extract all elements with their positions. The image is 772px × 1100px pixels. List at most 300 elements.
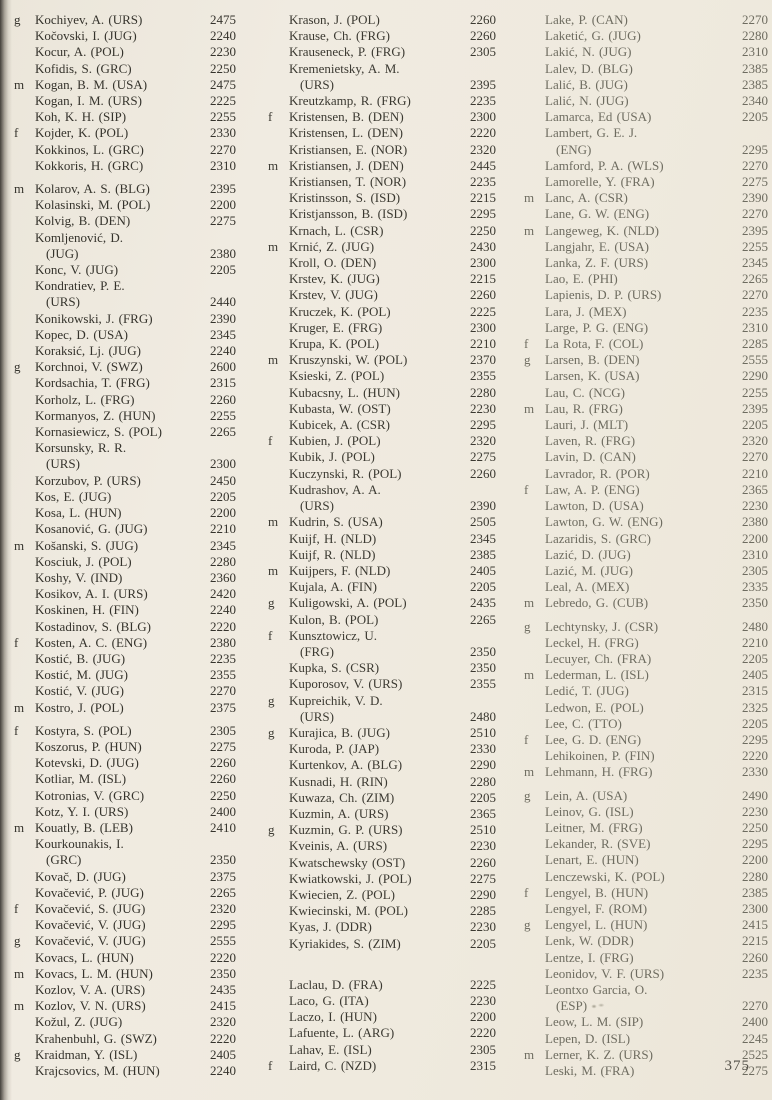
player-name: Kristjansson, B. (ISD) — [289, 206, 408, 222]
rating-value: 2475 — [210, 76, 236, 92]
player-name: Kubicek, A. (CSR) — [289, 417, 390, 433]
list-item — [524, 304, 768, 320]
player-name: Lafuente, L. (ARG) — [289, 1025, 395, 1041]
rating-value: 2225 — [470, 976, 496, 992]
list-item — [14, 375, 236, 391]
list-item — [14, 392, 236, 408]
player-name: Kudrin, S. (USA) — [289, 514, 383, 530]
player-name: Kveinis, A. (URS) — [289, 838, 388, 854]
list-item — [524, 336, 768, 352]
list-item — [268, 547, 496, 563]
list-item — [268, 693, 496, 709]
list-item — [524, 352, 768, 368]
list-item — [524, 417, 768, 433]
rating-value: 2260 — [470, 287, 496, 303]
player-name: Kostadinov, S. (BLG) — [35, 618, 151, 634]
rating-value: 2600 — [210, 359, 236, 375]
rating-value: 2430 — [470, 238, 496, 254]
list-item — [268, 109, 496, 125]
rating-value: 2335 — [742, 579, 768, 595]
player-name: Lamorelle, Y. (FRA) — [545, 174, 655, 190]
title-prefix: f — [524, 731, 529, 747]
player-name: Kristiansen, T. (NOR) — [289, 174, 407, 190]
rating-value: 2260 — [470, 12, 496, 27]
rating-value: 2230 — [210, 44, 236, 60]
rating-value: 2405 — [210, 1046, 236, 1062]
rating-value: 2205 — [742, 417, 768, 433]
player-name: Lambert, G. E. J. — [545, 125, 638, 141]
list-item — [268, 1042, 496, 1058]
rating-value: 2260 — [470, 465, 496, 481]
player-name: Kubasta, W. (OST) — [289, 400, 391, 416]
player-name: (URS) — [46, 456, 80, 472]
player-name: Kubik, J. (POL) — [289, 449, 375, 465]
rating-value: 2250 — [210, 787, 236, 803]
rating-value: 2260 — [742, 949, 768, 965]
list-item — [14, 982, 236, 998]
list-item — [524, 950, 768, 966]
rating-value: 2215 — [742, 933, 768, 949]
rating-value: 2295 — [742, 731, 768, 747]
rating-value: 2255 — [210, 407, 236, 423]
rating-value: 2275 — [470, 449, 496, 465]
list-item — [268, 903, 496, 919]
list-item — [14, 852, 236, 868]
rating-value: 2320 — [742, 433, 768, 449]
rating-value: 2350 — [210, 852, 236, 868]
list-item — [524, 401, 768, 417]
rating-value: 2300 — [470, 255, 496, 271]
list-item — [14, 505, 236, 521]
list-item — [14, 820, 236, 836]
rating-value: 2210 — [470, 336, 496, 352]
list-item — [268, 271, 496, 287]
player-name: Laven, R. (FRG) — [545, 433, 636, 449]
rating-value: 2280 — [470, 384, 496, 400]
player-name: Kormanyos, Z. (HUN) — [35, 407, 156, 423]
list-item — [14, 158, 236, 174]
list-item — [268, 77, 496, 93]
list-item — [14, 262, 236, 278]
player-name: Lara, J. (MEX) — [545, 303, 627, 319]
rating-value: 2270 — [742, 998, 768, 1014]
list-item — [14, 950, 236, 966]
player-name: Kožul, Z. (JUG) — [35, 1014, 123, 1030]
rating-value: 2210 — [210, 521, 236, 537]
player-name: Kupka, S. (CSR) — [289, 660, 380, 676]
title-prefix: g — [14, 1046, 21, 1062]
list-item — [268, 531, 496, 547]
player-name: Kuwaza, Ch. (ZIM) — [289, 789, 395, 805]
list-item — [524, 514, 768, 530]
player-name: Kopec, D. (USA) — [35, 326, 128, 342]
rating-value: 2380 — [210, 634, 236, 650]
rating-value: 2220 — [210, 949, 236, 965]
player-name: Kulon, B. (POL) — [289, 611, 379, 627]
list-item — [268, 498, 496, 514]
rating-value: 2250 — [470, 222, 496, 238]
rating-value: 2270 — [742, 157, 768, 173]
title-prefix: m — [14, 699, 25, 715]
player-name: Lenart, E. (HUN) — [545, 852, 639, 868]
rating-value: 2260 — [470, 28, 496, 44]
rating-value: 2200 — [742, 852, 768, 868]
rating-value: 2240 — [210, 28, 236, 44]
player-name: Laco, G. (ITA) — [289, 992, 369, 1008]
list-item — [524, 44, 768, 60]
player-name: Lecuyer, Ch. (FRA) — [545, 650, 652, 666]
title-prefix: m — [268, 514, 279, 530]
title-prefix: f — [268, 433, 273, 449]
rating-value: 2200 — [470, 1009, 496, 1025]
player-name: Kotz, Y. I. (URS) — [35, 803, 129, 819]
player-name: (ESP) — [556, 998, 588, 1014]
rating-value: 2310 — [210, 157, 236, 173]
list-item — [14, 359, 236, 375]
rating-value: 2350 — [470, 643, 496, 659]
list-item — [268, 466, 496, 482]
rating-value: 2285 — [742, 336, 768, 352]
player-name: Lazić, D. (JUG) — [545, 546, 631, 562]
player-name: Korzubov, P. (URS) — [35, 472, 141, 488]
list-item — [268, 223, 496, 239]
rating-value: 2405 — [470, 562, 496, 578]
rating-value: 2330 — [470, 741, 496, 757]
list-item — [14, 408, 236, 424]
title-prefix: m — [14, 998, 25, 1014]
rating-value: 2380 — [742, 514, 768, 530]
list-item — [268, 482, 496, 498]
rating-value: 2325 — [742, 699, 768, 715]
list-item — [14, 125, 236, 141]
player-name: (FRG) — [300, 643, 334, 659]
rating-value: 2205 — [470, 579, 496, 595]
list-item — [524, 1031, 768, 1047]
player-name: Kristiansen, E. (NOR) — [289, 141, 408, 157]
rating-value: 2345 — [210, 326, 236, 342]
rating-value: 2225 — [470, 303, 496, 319]
list-item — [14, 1031, 236, 1047]
player-name: Kostyra, S. (POL) — [35, 722, 132, 738]
rating-value: 2205 — [742, 715, 768, 731]
rating-value: 2260 — [470, 854, 496, 870]
rating-value: 2265 — [210, 884, 236, 900]
rating-value: 2405 — [742, 667, 768, 683]
list-item — [14, 635, 236, 651]
player-name: Leski, M. (FRA) — [545, 1063, 635, 1078]
list-item — [268, 433, 496, 449]
player-name: Lapienis, D. P. (URS) — [545, 287, 662, 303]
rating-value: 2220 — [470, 125, 496, 141]
title-prefix: m — [524, 400, 535, 416]
rating-value: 2360 — [210, 569, 236, 585]
rating-value: 2295 — [470, 417, 496, 433]
player-name: Kosa, L. (HUN) — [35, 505, 122, 521]
player-name: Lawton, G. W. (ENG) — [545, 514, 663, 530]
player-name: Krauseneck, P. (FRG) — [289, 44, 406, 60]
player-name: Kuzmin, G. P. (URS) — [289, 822, 403, 838]
list-item — [14, 12, 236, 28]
player-name: Kochiyev, A. (URS) — [35, 12, 143, 27]
list-item — [524, 852, 768, 868]
rating-value: 2310 — [742, 44, 768, 60]
title-prefix: f — [14, 634, 19, 650]
player-name: Lau, C. (NCG) — [545, 384, 625, 400]
list-item — [268, 174, 496, 190]
list-item — [268, 1025, 496, 1041]
title-prefix: g — [14, 359, 21, 375]
rating-value: 2275 — [742, 1063, 768, 1078]
list-item — [14, 771, 236, 787]
player-name: Kolasinski, M. (POL) — [35, 197, 151, 213]
player-name: Kočovski, I. (JUG) — [35, 28, 137, 44]
list-item — [268, 993, 496, 1009]
player-name: Lee, C. (TTO) — [545, 715, 622, 731]
rating-value: 2385 — [742, 60, 768, 76]
player-name: Lechtynsky, J. (CSR) — [545, 618, 659, 634]
player-name: Kristinsson, S. (ISD) — [289, 190, 401, 206]
rating-value: 2220 — [210, 618, 236, 634]
rating-value: 2315 — [210, 375, 236, 391]
rating-value: 2385 — [742, 76, 768, 92]
title-prefix: g — [524, 917, 531, 933]
rating-value: 2230 — [470, 919, 496, 935]
rating-value: 2395 — [742, 400, 768, 416]
rating-value: 2205 — [470, 935, 496, 951]
rating-value: 2385 — [742, 884, 768, 900]
player-name: Lehmann, H. (FRG) — [545, 764, 653, 780]
list-item — [268, 741, 496, 757]
list-item — [14, 311, 236, 327]
player-name: Kokkoris, H. (GRC) — [35, 157, 144, 173]
rating-value: 2555 — [742, 352, 768, 368]
list-item — [524, 683, 768, 699]
player-name: Lein, A. (USA) — [545, 787, 628, 803]
rating-value: 2305 — [742, 562, 768, 578]
player-name: Kovačević, V. (JUG) — [35, 933, 146, 949]
player-name: Lau, R. (FRG) — [545, 400, 623, 416]
player-name: Kos, E. (JUG) — [35, 488, 112, 504]
list-item — [14, 327, 236, 343]
rating-value: 2295 — [470, 206, 496, 222]
list-item — [14, 44, 236, 60]
list-item — [14, 538, 236, 554]
list-item — [268, 612, 496, 628]
player-name: Kogan, I. M. (URS) — [35, 93, 142, 109]
rating-value: 2370 — [470, 352, 496, 368]
title-prefix: f — [14, 722, 19, 738]
rating-value: 2280 — [210, 553, 236, 569]
title-prefix: m — [14, 537, 25, 553]
rating-value: 2300 — [470, 109, 496, 125]
list-item — [524, 223, 768, 239]
list-item — [524, 174, 768, 190]
list-item — [14, 869, 236, 885]
rating-value: 2220 — [742, 748, 768, 764]
title-prefix: g — [268, 692, 275, 708]
rating-value: 2390 — [470, 498, 496, 514]
list-item — [524, 466, 768, 482]
rating-value: 2320 — [210, 900, 236, 916]
player-name: Kotliar, M. (ISL) — [35, 771, 127, 787]
player-name: Lavin, D. (CAN) — [545, 449, 636, 465]
player-name: Lao, E. (PHI) — [545, 271, 618, 287]
title-prefix: m — [268, 562, 279, 578]
title-prefix: m — [524, 667, 535, 683]
list-item — [268, 287, 496, 303]
rating-value: 2270 — [210, 683, 236, 699]
list-item — [268, 676, 496, 692]
player-name: Kuporosov, V. (URS) — [289, 676, 403, 692]
rating-value: 2365 — [470, 805, 496, 821]
rating-value: 2235 — [470, 93, 496, 109]
player-name: Kristensen, B. (DEN) — [289, 109, 404, 125]
list-item — [524, 820, 768, 836]
rating-value: 2380 — [210, 245, 236, 261]
list-item — [268, 644, 496, 660]
player-name: Kostić, V. (JUG) — [35, 683, 124, 699]
player-name: Lazaridis, S. (GRC) — [545, 530, 651, 546]
list-item — [524, 433, 768, 449]
player-name: Kosciuk, J. (POL) — [35, 553, 132, 569]
rating-value: 2305 — [470, 1041, 496, 1057]
list-item — [524, 700, 768, 716]
title-prefix: f — [524, 336, 529, 352]
list-item — [14, 804, 236, 820]
player-name: Lawton, D. (USA) — [545, 498, 644, 514]
player-name: Kremenietsky, A. M. — [289, 60, 400, 76]
rating-value: 2235 — [470, 174, 496, 190]
list-item — [14, 755, 236, 771]
title-prefix: m — [524, 764, 535, 780]
player-name: Laird, C. (NZD) — [289, 1057, 377, 1073]
rating-value: 2240 — [210, 602, 236, 618]
title-prefix: f — [14, 125, 19, 141]
player-name: Lengyel, L. (HUN) — [545, 917, 648, 933]
list-item — [268, 595, 496, 611]
list-item — [14, 901, 236, 917]
rating-value: 2345 — [210, 537, 236, 553]
rating-value: 2205 — [470, 789, 496, 805]
player-name: Leow, L. M. (SIP) — [545, 1014, 644, 1030]
list-item — [268, 401, 496, 417]
list-item — [524, 998, 768, 1014]
list-item — [524, 885, 768, 901]
title-prefix: m — [268, 157, 279, 173]
player-name: Košanski, S. (JUG) — [35, 537, 139, 553]
list-item — [524, 109, 768, 125]
list-item — [14, 343, 236, 359]
list-item — [268, 385, 496, 401]
rating-value: 2355 — [470, 676, 496, 692]
player-name: Kogan, B. M. (USA) — [35, 76, 148, 92]
rating-value: 2235 — [742, 965, 768, 981]
player-name: Krstev, V. (JUG) — [289, 287, 378, 303]
player-name: Lahav, E. (ISL) — [289, 1041, 372, 1057]
list-item — [268, 142, 496, 158]
player-name: Koh, K. H. (SIP) — [35, 109, 127, 125]
player-name: (URS) — [300, 76, 334, 92]
player-name: Kruczek, K. (POL) — [289, 303, 391, 319]
list-item — [524, 368, 768, 384]
title-prefix: f — [524, 884, 529, 900]
list-item — [524, 61, 768, 77]
list-item — [268, 336, 496, 352]
list-item — [524, 482, 768, 498]
player-name: Kostić, M. (JUG) — [35, 667, 128, 683]
list-item — [524, 563, 768, 579]
player-name: Lebredo, G. (CUB) — [545, 595, 649, 611]
title-prefix: m — [524, 190, 535, 206]
list-item — [14, 230, 236, 246]
player-name: Kostić, B. (JUG) — [35, 650, 126, 666]
player-name: Leonidov, V. F. (URS) — [545, 965, 665, 981]
rating-value: 2300 — [210, 456, 236, 472]
player-name: Kubacsny, L. (HUN) — [289, 384, 400, 400]
player-name: Kouatly, B. (LEB) — [35, 819, 133, 835]
rating-value: 2230 — [470, 992, 496, 1008]
title-prefix: m — [14, 181, 25, 197]
list-item — [268, 158, 496, 174]
player-name: Krstev, K. (JUG) — [289, 271, 380, 287]
rating-list-column-2 — [268, 12, 496, 1074]
rating-value: 2275 — [742, 174, 768, 190]
player-name: Ledić, T. (JUG) — [545, 683, 629, 699]
rating-value: 2505 — [470, 514, 496, 530]
rating-value: 2290 — [470, 886, 496, 902]
title-prefix: m — [524, 222, 535, 238]
player-name: Leitner, M. (FRG) — [545, 819, 643, 835]
rating-value: 2275 — [210, 213, 236, 229]
title-prefix: m — [524, 1046, 535, 1062]
list-item — [268, 125, 496, 141]
player-name: Kovačević, P. (JUG) — [35, 884, 144, 900]
rating-value: 2310 — [742, 546, 768, 562]
player-name: Kolarov, A. S. (BLG) — [35, 181, 150, 197]
player-name: (GRC) — [46, 852, 82, 868]
title-prefix: m — [524, 595, 535, 611]
list-item — [268, 855, 496, 871]
list-item — [14, 278, 236, 294]
player-name: Kozlov, V. A. (URS) — [35, 981, 146, 997]
player-name: Kuijf, R. (NLD) — [289, 546, 376, 562]
player-name: Kristensen, L. (DEN) — [289, 125, 403, 141]
list-item — [268, 368, 496, 384]
player-name: Korchnoi, V. (SWZ) — [35, 359, 143, 375]
list-item — [268, 871, 496, 887]
player-name: Kuijpers, F. (NLD) — [289, 562, 391, 578]
player-name: Lengyel, F. (ROM) — [545, 900, 648, 916]
rating-value: 2490 — [742, 787, 768, 803]
player-name: La Rota, F. (COL) — [545, 336, 644, 352]
player-name: Kovač, D. (JUG) — [35, 868, 126, 884]
list-item — [524, 619, 768, 635]
rating-value: 2285 — [470, 903, 496, 919]
rating-value: 2255 — [742, 238, 768, 254]
list-item — [524, 125, 768, 141]
player-name: (URS) — [46, 294, 80, 310]
player-name: Lanka, Z. F. (URS) — [545, 255, 649, 271]
rating-value: 2205 — [210, 488, 236, 504]
rating-value: 2250 — [742, 819, 768, 835]
player-name: Kolvig, B. (DEN) — [35, 213, 131, 229]
rating-value: 2320 — [210, 1014, 236, 1030]
title-prefix: g — [268, 595, 275, 611]
player-name: Lane, G. W. (ENG) — [545, 206, 650, 222]
list-item — [268, 1009, 496, 1025]
list-item — [268, 822, 496, 838]
list-item — [14, 77, 236, 93]
